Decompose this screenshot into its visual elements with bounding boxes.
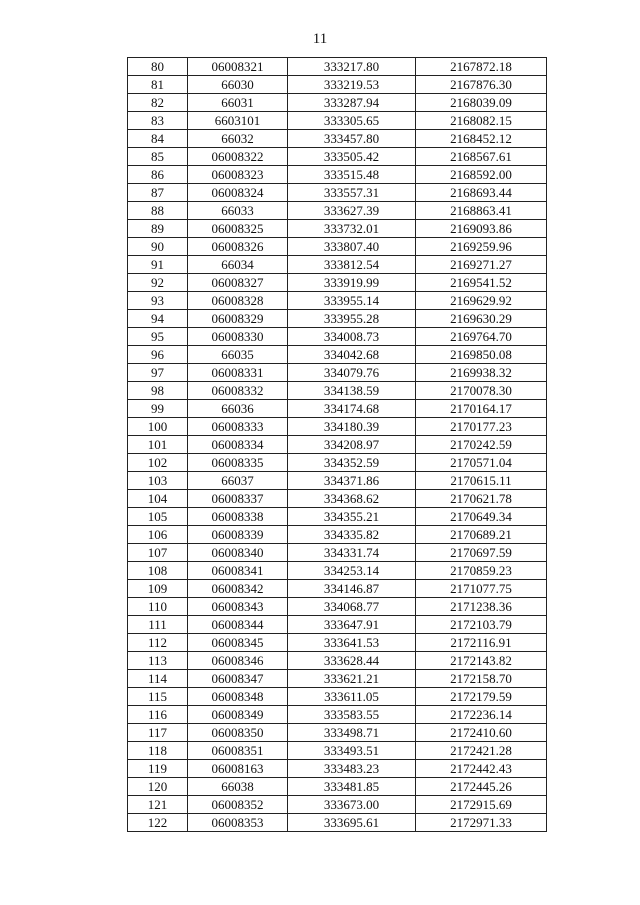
table-row — [128, 796, 547, 814]
row-number-cell: 89 — [128, 220, 188, 238]
row-number-cell: 88 — [128, 202, 188, 220]
x-coordinate-cell: 333627.39 — [288, 202, 416, 220]
table-row — [128, 616, 547, 634]
point-id-cell: 06008335 — [188, 454, 288, 472]
x-coordinate-cell: 333695.61 — [288, 814, 416, 832]
point-id-cell: 66031 — [188, 94, 288, 112]
y-coordinate-cell: 2172143.82 — [416, 652, 547, 670]
coordinates-table — [127, 57, 547, 832]
y-coordinate-cell: 2169093.86 — [416, 220, 547, 238]
row-number-cell: 107 — [128, 544, 188, 562]
x-coordinate-cell: 333217.80 — [288, 58, 416, 76]
point-id-cell: 06008337 — [188, 490, 288, 508]
x-coordinate-cell: 333457.80 — [288, 130, 416, 148]
x-coordinate-cell: 333583.55 — [288, 706, 416, 724]
x-coordinate-cell: 333481.85 — [288, 778, 416, 796]
x-coordinate-cell: 334352.59 — [288, 454, 416, 472]
point-id-cell: 06008328 — [188, 292, 288, 310]
row-number-cell: 110 — [128, 598, 188, 616]
point-id-cell: 06008352 — [188, 796, 288, 814]
table-row — [128, 580, 547, 598]
x-coordinate-cell: 334253.14 — [288, 562, 416, 580]
x-coordinate-cell: 333647.91 — [288, 616, 416, 634]
table-row — [128, 274, 547, 292]
table-row — [128, 634, 547, 652]
table-row — [128, 382, 547, 400]
y-coordinate-cell: 2172421.28 — [416, 742, 547, 760]
point-id-cell: 06008323 — [188, 166, 288, 184]
row-number-cell: 120 — [128, 778, 188, 796]
point-id-cell: 06008322 — [188, 148, 288, 166]
table-row — [128, 472, 547, 490]
y-coordinate-cell: 2168863.41 — [416, 202, 547, 220]
x-coordinate-cell: 334008.73 — [288, 328, 416, 346]
point-id-cell: 66033 — [188, 202, 288, 220]
row-number-cell: 103 — [128, 472, 188, 490]
row-number-cell: 118 — [128, 742, 188, 760]
point-id-cell: 06008326 — [188, 238, 288, 256]
y-coordinate-cell: 2172410.60 — [416, 724, 547, 742]
point-id-cell: 06008348 — [188, 688, 288, 706]
point-id-cell: 06008333 — [188, 418, 288, 436]
x-coordinate-cell: 334174.68 — [288, 400, 416, 418]
y-coordinate-cell: 2172915.69 — [416, 796, 547, 814]
table-row — [128, 526, 547, 544]
y-coordinate-cell: 2172158.70 — [416, 670, 547, 688]
point-id-cell: 06008327 — [188, 274, 288, 292]
table-row — [128, 562, 547, 580]
table-row — [128, 310, 547, 328]
table-row — [128, 256, 547, 274]
row-number-cell: 85 — [128, 148, 188, 166]
row-number-cell: 80 — [128, 58, 188, 76]
point-id-cell: 06008340 — [188, 544, 288, 562]
y-coordinate-cell: 2170615.11 — [416, 472, 547, 490]
point-id-cell: 66036 — [188, 400, 288, 418]
x-coordinate-cell: 333219.53 — [288, 76, 416, 94]
point-id-cell: 06008349 — [188, 706, 288, 724]
point-id-cell: 06008351 — [188, 742, 288, 760]
row-number-cell: 97 — [128, 364, 188, 382]
y-coordinate-cell: 2168592.00 — [416, 166, 547, 184]
x-coordinate-cell: 334180.39 — [288, 418, 416, 436]
table-row — [128, 220, 547, 238]
point-id-cell: 06008353 — [188, 814, 288, 832]
y-coordinate-cell: 2167876.30 — [416, 76, 547, 94]
page-number: 11 — [312, 31, 328, 47]
y-coordinate-cell: 2170177.23 — [416, 418, 547, 436]
x-coordinate-cell: 334208.97 — [288, 436, 416, 454]
row-number-cell: 104 — [128, 490, 188, 508]
table-row — [128, 94, 547, 112]
x-coordinate-cell: 333287.94 — [288, 94, 416, 112]
table-row — [128, 688, 547, 706]
x-coordinate-cell: 333955.14 — [288, 292, 416, 310]
table-row — [128, 400, 547, 418]
y-coordinate-cell: 2170571.04 — [416, 454, 547, 472]
y-coordinate-cell: 2167872.18 — [416, 58, 547, 76]
y-coordinate-cell: 2168082.15 — [416, 112, 547, 130]
table-row — [128, 292, 547, 310]
row-number-cell: 90 — [128, 238, 188, 256]
table-row — [128, 598, 547, 616]
table-row — [128, 670, 547, 688]
x-coordinate-cell: 333515.48 — [288, 166, 416, 184]
x-coordinate-cell: 333505.42 — [288, 148, 416, 166]
table-row — [128, 76, 547, 94]
y-coordinate-cell: 2169938.32 — [416, 364, 547, 382]
y-coordinate-cell: 2172236.14 — [416, 706, 547, 724]
x-coordinate-cell: 333611.05 — [288, 688, 416, 706]
x-coordinate-cell: 334368.62 — [288, 490, 416, 508]
row-number-cell: 86 — [128, 166, 188, 184]
table-row — [128, 184, 547, 202]
point-id-cell: 06008346 — [188, 652, 288, 670]
coordinates-table-body — [128, 58, 547, 832]
row-number-cell: 93 — [128, 292, 188, 310]
point-id-cell: 66035 — [188, 346, 288, 364]
table-row — [128, 508, 547, 526]
row-number-cell: 94 — [128, 310, 188, 328]
y-coordinate-cell: 2172179.59 — [416, 688, 547, 706]
table-row — [128, 346, 547, 364]
y-coordinate-cell: 2168452.12 — [416, 130, 547, 148]
y-coordinate-cell: 2170697.59 — [416, 544, 547, 562]
x-coordinate-cell: 333498.71 — [288, 724, 416, 742]
point-id-cell: 6603101 — [188, 112, 288, 130]
point-id-cell: 06008344 — [188, 616, 288, 634]
x-coordinate-cell: 333483.23 — [288, 760, 416, 778]
point-id-cell: 06008334 — [188, 436, 288, 454]
table-row — [128, 724, 547, 742]
y-coordinate-cell: 2169259.96 — [416, 238, 547, 256]
table-row — [128, 58, 547, 76]
point-id-cell: 66037 — [188, 472, 288, 490]
table-row — [128, 490, 547, 508]
x-coordinate-cell: 333628.44 — [288, 652, 416, 670]
row-number-cell: 115 — [128, 688, 188, 706]
row-number-cell: 112 — [128, 634, 188, 652]
y-coordinate-cell: 2169764.70 — [416, 328, 547, 346]
y-coordinate-cell: 2169629.92 — [416, 292, 547, 310]
y-coordinate-cell: 2170859.23 — [416, 562, 547, 580]
row-number-cell: 108 — [128, 562, 188, 580]
row-number-cell: 117 — [128, 724, 188, 742]
point-id-cell: 06008324 — [188, 184, 288, 202]
y-coordinate-cell: 2170078.30 — [416, 382, 547, 400]
point-id-cell: 06008339 — [188, 526, 288, 544]
x-coordinate-cell: 334371.86 — [288, 472, 416, 490]
point-id-cell: 06008325 — [188, 220, 288, 238]
x-coordinate-cell: 333493.51 — [288, 742, 416, 760]
row-number-cell: 84 — [128, 130, 188, 148]
row-number-cell: 91 — [128, 256, 188, 274]
y-coordinate-cell: 2170621.78 — [416, 490, 547, 508]
x-coordinate-cell: 333673.00 — [288, 796, 416, 814]
row-number-cell: 102 — [128, 454, 188, 472]
table-row — [128, 544, 547, 562]
point-id-cell: 06008331 — [188, 364, 288, 382]
row-number-cell: 101 — [128, 436, 188, 454]
x-coordinate-cell: 333812.54 — [288, 256, 416, 274]
row-number-cell: 106 — [128, 526, 188, 544]
y-coordinate-cell: 2171238.36 — [416, 598, 547, 616]
table-row — [128, 418, 547, 436]
point-id-cell: 06008341 — [188, 562, 288, 580]
y-coordinate-cell: 2170164.17 — [416, 400, 547, 418]
row-number-cell: 100 — [128, 418, 188, 436]
table-row — [128, 202, 547, 220]
y-coordinate-cell: 2172442.43 — [416, 760, 547, 778]
x-coordinate-cell: 334138.59 — [288, 382, 416, 400]
y-coordinate-cell: 2169850.08 — [416, 346, 547, 364]
point-id-cell: 66038 — [188, 778, 288, 796]
row-number-cell: 81 — [128, 76, 188, 94]
row-number-cell: 98 — [128, 382, 188, 400]
x-coordinate-cell: 334355.21 — [288, 508, 416, 526]
y-coordinate-cell: 2172971.33 — [416, 814, 547, 832]
row-number-cell: 113 — [128, 652, 188, 670]
row-number-cell: 122 — [128, 814, 188, 832]
table-row — [128, 436, 547, 454]
x-coordinate-cell: 333732.01 — [288, 220, 416, 238]
row-number-cell: 121 — [128, 796, 188, 814]
row-number-cell: 116 — [128, 706, 188, 724]
table-row — [128, 238, 547, 256]
x-coordinate-cell: 334042.68 — [288, 346, 416, 364]
x-coordinate-cell: 333557.31 — [288, 184, 416, 202]
y-coordinate-cell: 2172445.26 — [416, 778, 547, 796]
x-coordinate-cell: 334146.87 — [288, 580, 416, 598]
row-number-cell: 111 — [128, 616, 188, 634]
point-id-cell: 06008163 — [188, 760, 288, 778]
x-coordinate-cell: 334335.82 — [288, 526, 416, 544]
point-id-cell: 06008345 — [188, 634, 288, 652]
y-coordinate-cell: 2169541.52 — [416, 274, 547, 292]
point-id-cell: 06008332 — [188, 382, 288, 400]
point-id-cell: 06008347 — [188, 670, 288, 688]
table-row — [128, 328, 547, 346]
point-id-cell: 06008342 — [188, 580, 288, 598]
table-row — [128, 112, 547, 130]
y-coordinate-cell: 2168693.44 — [416, 184, 547, 202]
row-number-cell: 96 — [128, 346, 188, 364]
row-number-cell: 119 — [128, 760, 188, 778]
y-coordinate-cell: 2170689.21 — [416, 526, 547, 544]
x-coordinate-cell: 333955.28 — [288, 310, 416, 328]
point-id-cell: 66034 — [188, 256, 288, 274]
table-row — [128, 166, 547, 184]
y-coordinate-cell: 2168039.09 — [416, 94, 547, 112]
point-id-cell: 06008343 — [188, 598, 288, 616]
y-coordinate-cell: 2172103.79 — [416, 616, 547, 634]
x-coordinate-cell: 333641.53 — [288, 634, 416, 652]
x-coordinate-cell: 333807.40 — [288, 238, 416, 256]
y-coordinate-cell: 2170649.34 — [416, 508, 547, 526]
y-coordinate-cell: 2169271.27 — [416, 256, 547, 274]
point-id-cell: 06008329 — [188, 310, 288, 328]
x-coordinate-cell: 333919.99 — [288, 274, 416, 292]
x-coordinate-cell: 334331.74 — [288, 544, 416, 562]
row-number-cell: 105 — [128, 508, 188, 526]
y-coordinate-cell: 2172116.91 — [416, 634, 547, 652]
point-id-cell: 06008338 — [188, 508, 288, 526]
table-row — [128, 778, 547, 796]
x-coordinate-cell: 333621.21 — [288, 670, 416, 688]
y-coordinate-cell: 2168567.61 — [416, 148, 547, 166]
row-number-cell: 92 — [128, 274, 188, 292]
point-id-cell: 06008330 — [188, 328, 288, 346]
row-number-cell: 83 — [128, 112, 188, 130]
row-number-cell: 95 — [128, 328, 188, 346]
table-row — [128, 652, 547, 670]
table-row — [128, 130, 547, 148]
y-coordinate-cell: 2170242.59 — [416, 436, 547, 454]
row-number-cell: 87 — [128, 184, 188, 202]
point-id-cell: 06008350 — [188, 724, 288, 742]
table-row — [128, 454, 547, 472]
x-coordinate-cell: 333305.65 — [288, 112, 416, 130]
table-row — [128, 364, 547, 382]
table-row — [128, 148, 547, 166]
point-id-cell: 06008321 — [188, 58, 288, 76]
table-row — [128, 706, 547, 724]
table-row — [128, 814, 547, 832]
row-number-cell: 99 — [128, 400, 188, 418]
x-coordinate-cell: 334068.77 — [288, 598, 416, 616]
point-id-cell: 66032 — [188, 130, 288, 148]
y-coordinate-cell: 2171077.75 — [416, 580, 547, 598]
y-coordinate-cell: 2169630.29 — [416, 310, 547, 328]
table-row — [128, 742, 547, 760]
table-row — [128, 760, 547, 778]
point-id-cell: 66030 — [188, 76, 288, 94]
row-number-cell: 114 — [128, 670, 188, 688]
row-number-cell: 109 — [128, 580, 188, 598]
x-coordinate-cell: 334079.76 — [288, 364, 416, 382]
row-number-cell: 82 — [128, 94, 188, 112]
